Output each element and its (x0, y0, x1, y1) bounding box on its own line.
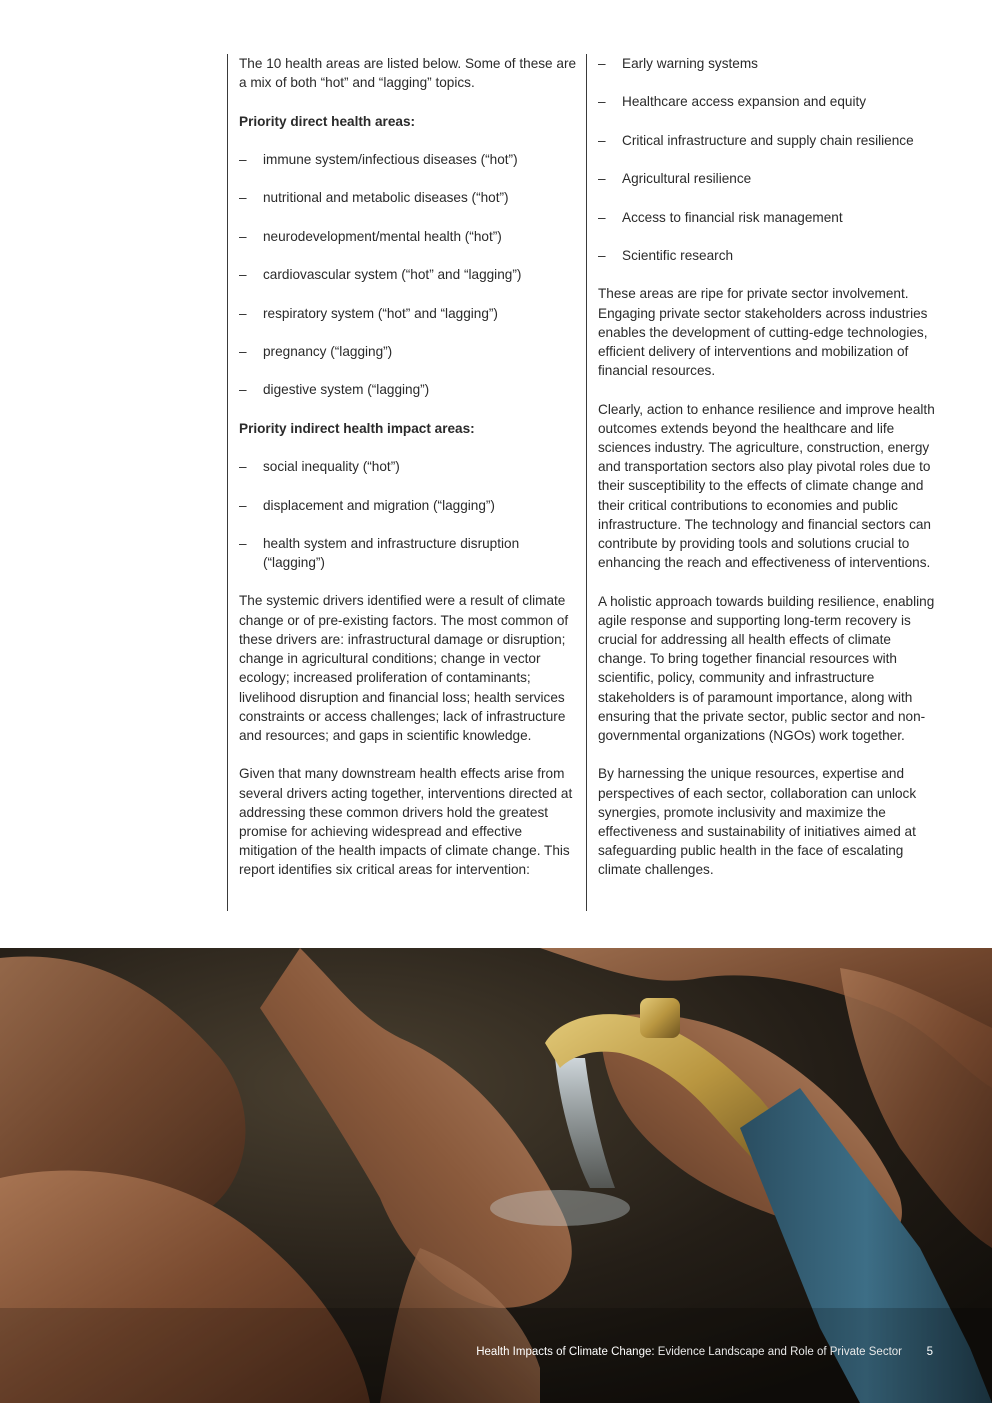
dash-bullet: – (598, 247, 606, 263)
hands-under-water-tap-photo (0, 948, 992, 1403)
holistic-approach-paragraph: A holistic approach towards building resilience, enabling agile response and supporting long-term recovery is crucial for addressing all health effects of climate change. To bring together financial resources with scientific, policy, community and infrastructure stakeholders is of paramount importance, along with ensuring that the private sector, public sector and non-governmental organizations (NGOs) work together. (598, 593, 935, 743)
list-item: – Healthcare access expansion and equity (598, 92, 938, 111)
report-title-main: Health Impacts of Climate Change: (476, 1346, 655, 1358)
dash-bullet: – (239, 343, 247, 359)
list-item: – digestive system (“lagging”) (239, 380, 577, 399)
dash-bullet: – (239, 151, 247, 167)
brass-tap-handle (640, 998, 680, 1038)
list-item: – health system and infrastructure disruption (“lagging”) (239, 535, 520, 571)
list-item: – displacement and migration (“lagging”) (239, 496, 577, 515)
indirect-areas-heading: Priority indirect health impact areas: (239, 420, 475, 436)
list-item: – Early warning systems (598, 54, 938, 73)
intervention-areas-list (598, 54, 938, 265)
dash-bullet: – (239, 228, 247, 244)
list-item: – Agricultural resilience (598, 169, 938, 188)
water-splash (490, 1190, 630, 1226)
indirect-areas-list (239, 457, 577, 572)
dash-bullet: – (598, 94, 606, 110)
dash-bullet: – (598, 56, 606, 71)
dash-bullet: – (239, 267, 247, 283)
dash-bullet: – (239, 497, 247, 513)
interventions-intro-paragraph: Given that many downstream health effects arise from several drivers acting together, interventions directed at addressing these common drivers hold the greatest promise for achieving widespread and effective mitigation of the health impacts of climate change. This report identifies six critical areas for intervention: (239, 766, 573, 878)
collaboration-paragraph: By harnessing the unique resources, expertise and perspectives of each sector, collaboration can unlock synergies, promote inclusivity and maximize the effectiveness and sustainability of initiatives aimed at safeguarding public health in the face of escalating climate challenges. (598, 766, 917, 878)
list-item: – Access to financial risk management (598, 208, 938, 227)
list-item: – pregnancy (“lagging”) (239, 342, 577, 361)
direct-areas-heading: Priority direct health areas: (239, 113, 416, 129)
list-item: – Critical infrastructure and supply chain resilience (598, 131, 938, 150)
dash-bullet: – (239, 305, 247, 321)
list-item: – neurodevelopment/mental health (“hot”) (239, 227, 577, 246)
dash-bullet: – (598, 209, 606, 225)
beyond-healthcare-paragraph: Clearly, action to enhance resilience and improve health outcomes extends beyond the healthcare and life sciences industry. The agriculture, construction, energy and transportation sectors also play pivotal roles due to their susceptibility to the effects of climate change and their critical contributions to economies and public infrastructure. The technology and financial sectors can contribute by providing tools and solutions crucial to enhancing the reach and effectiveness of interventions. (598, 401, 935, 571)
dash-bullet: – (239, 382, 247, 398)
report-title-subtitle: Evidence Landscape and Role of Private Sector (657, 1346, 902, 1358)
list-item: – nutritional and metabolic diseases (“hot”) (239, 188, 577, 207)
list-item: – cardiovascular system (“hot” and “lagging”) (239, 265, 577, 284)
list-item: – Scientific research (598, 246, 938, 265)
direct-areas-list (239, 150, 577, 400)
photo-illustration (0, 948, 992, 1403)
private-sector-paragraph: These areas are ripe for private sector involvement. Engaging private sector stakeholders across industries enables the development of cutting-edge technologies, efficient delivery of interventions and mobilization of financial resources. (598, 286, 928, 379)
page-number: 5 (926, 1346, 933, 1358)
right-text-column (586, 54, 938, 911)
intro-paragraph: The 10 health areas are listed below. Some of these are a mix of both “hot” and “lagging” topics. (239, 56, 577, 91)
list-item: – respiratory system (“hot” and “lagging”) (239, 304, 577, 323)
dash-bullet: – (598, 132, 606, 148)
dash-bullet: – (239, 190, 247, 206)
dash-bullet: – (239, 535, 247, 551)
dash-bullet: – (239, 459, 247, 475)
dash-bullet: – (598, 171, 606, 187)
list-item: – immune system/infectious diseases (“hot”) (239, 150, 577, 169)
list-item: – social inequality (“hot”) (239, 457, 577, 476)
left-text-column (227, 54, 577, 911)
drivers-paragraph: The systemic drivers identified were a result of climate change or of pre-existing factors. The most common of these drivers are: infrastructural damage or disruption; change in agricultural conditions; change in vector ecology; increased proliferation of contaminants; livelihood disruption and financial loss; health services constraints or access challenges; lack of infrastructure and resources; and gaps in scientific knowledge. (239, 593, 569, 743)
page-footer (0, 1346, 992, 1364)
report-title (476, 1346, 902, 1358)
